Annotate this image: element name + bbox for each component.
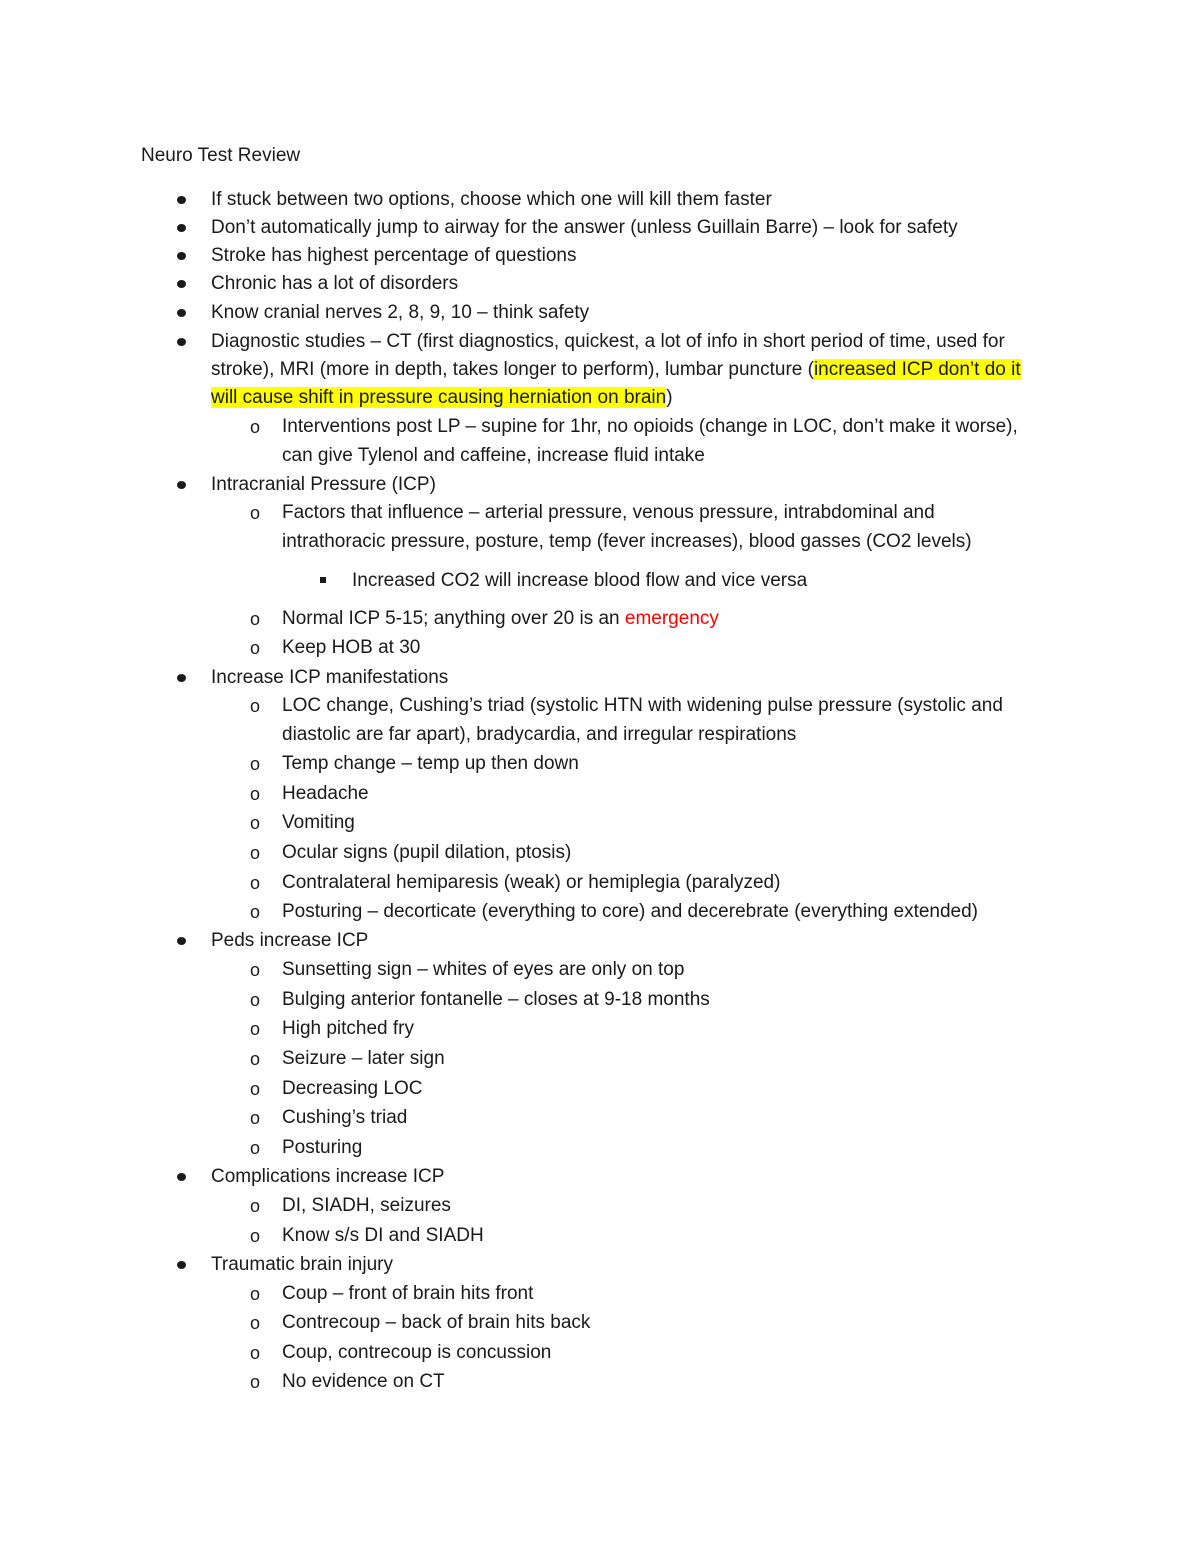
bullet-text: Complications increase ICP xyxy=(211,1166,445,1187)
sub-bullet-text: Interventions post LP – supine for 1hr, no opioids (change in LOC, don’t make it worse), xyxy=(282,416,1018,437)
bullet-dot xyxy=(177,1173,186,1181)
sub-bullet-text: Cushing’s triad xyxy=(282,1107,408,1128)
bullet-dot xyxy=(177,481,186,489)
sub-bullet-text: High pitched fry xyxy=(282,1018,415,1039)
sub-bullet-text: Sunsetting sign – whites of eyes are only on top xyxy=(282,959,685,980)
sub-bullet-circle: o xyxy=(250,902,261,922)
bullet-text: Stroke has highest percentage of questions xyxy=(211,245,577,266)
sub-bullet-text: Vomiting xyxy=(282,812,355,833)
document-title: Neuro Test Review xyxy=(141,145,301,166)
sub-bullet-circle: o xyxy=(250,843,261,863)
sub-bullet-circle: o xyxy=(250,1196,261,1216)
bullet-text: If stuck between two options, choose which one will kill them faster xyxy=(211,189,772,210)
sub-bullet-text: Keep HOB at 30 xyxy=(282,637,421,658)
bullet-text: Diagnostic studies – CT (first diagnostics, quickest, a lot of info in short period of time, used for xyxy=(211,331,1005,352)
sub-bullet-circle: o xyxy=(250,813,261,833)
bullet-text: Know cranial nerves 2, 8, 9, 10 – think safety xyxy=(211,302,590,323)
sub-bullet-circle: o xyxy=(250,696,261,716)
bullet-text-continued xyxy=(211,356,1021,384)
bullet-dot xyxy=(177,937,186,945)
sub-bullet-text-continued: intrathoracic pressure, posture, temp (fever increases), blood gasses (CO2 levels) xyxy=(282,531,972,552)
sub-bullet-text: Bulging anterior fontanelle – closes at 9-18 months xyxy=(282,989,710,1010)
sub-bullet-text: Coup, contrecoup is concussion xyxy=(282,1342,552,1363)
sub-bullet-circle: o xyxy=(250,503,261,523)
sub-bullet-text: Decreasing LOC xyxy=(282,1078,423,1099)
sub-bullet-circle: o xyxy=(250,1049,261,1069)
text-run: ) xyxy=(666,387,673,408)
bullet-text: Don’t automatically jump to airway for the answer (unless Guillain Barre) – look for safety xyxy=(211,217,958,238)
bullet-dot xyxy=(177,309,186,317)
sub-bullet-text: Know s/s DI and SIADH xyxy=(282,1225,484,1246)
bullet-text-continued xyxy=(211,384,673,412)
sub-bullet-circle: o xyxy=(250,1372,261,1392)
bullet-dot xyxy=(177,252,186,260)
sub-sub-bullet-square xyxy=(320,577,326,583)
sub-bullet-text: No evidence on CT xyxy=(282,1371,445,1392)
sub-bullet-circle: o xyxy=(250,754,261,774)
sub-bullet-text xyxy=(282,605,719,633)
bullet-dot xyxy=(177,280,186,288)
sub-bullet-text-continued: diastolic are far apart), bradycardia, and irregular respirations xyxy=(282,724,797,745)
bullet-text: Intracranial Pressure (ICP) xyxy=(211,474,436,495)
bullet-dot xyxy=(177,196,186,204)
bullet-text: Traumatic brain injury xyxy=(211,1254,393,1275)
sub-bullet-text: Contralateral hemiparesis (weak) or hemiplegia (paralyzed) xyxy=(282,872,781,893)
sub-bullet-text: LOC change, Cushing’s triad (systolic HTN with widening pulse pressure (systolic and xyxy=(282,695,1003,716)
highlighted-text: increased ICP don’t do it xyxy=(813,359,1021,380)
sub-bullet-circle: o xyxy=(250,990,261,1010)
sub-bullet-circle: o xyxy=(250,1138,261,1158)
sub-bullet-text: Posturing – decorticate (everything to core) and decerebrate (everything extended) xyxy=(282,901,979,922)
bullet-dot xyxy=(177,224,186,232)
sub-bullet-circle: o xyxy=(250,1108,261,1128)
highlighted-text: will cause shift in pressure causing herniation on brain xyxy=(211,387,667,408)
sub-bullet-circle: o xyxy=(250,1313,261,1333)
bullet-dot xyxy=(177,338,186,346)
sub-bullet-circle: o xyxy=(250,417,261,437)
bullet-text: Increase ICP manifestations xyxy=(211,667,449,688)
sub-bullet-text: Factors that influence – arterial pressure, venous pressure, intrabdominal and xyxy=(282,502,935,523)
sub-sub-bullet-text: Increased CO2 will increase blood flow and vice versa xyxy=(352,570,808,591)
sub-bullet-circle: o xyxy=(250,960,261,980)
sub-bullet-text: Coup – front of brain hits front xyxy=(282,1283,534,1304)
bullet-dot xyxy=(177,1261,186,1269)
sub-bullet-text: Headache xyxy=(282,783,369,804)
sub-bullet-circle: o xyxy=(250,638,261,658)
sub-bullet-text: Ocular signs (pupil dilation, ptosis) xyxy=(282,842,572,863)
sub-bullet-circle: o xyxy=(250,1079,261,1099)
bullet-text: Peds increase ICP xyxy=(211,930,369,951)
sub-bullet-circle: o xyxy=(250,1019,261,1039)
sub-bullet-circle: o xyxy=(250,1284,261,1304)
sub-bullet-text: Contrecoup – back of brain hits back xyxy=(282,1312,591,1333)
sub-bullet-circle: o xyxy=(250,784,261,804)
sub-bullet-text: DI, SIADH, seizures xyxy=(282,1195,451,1216)
sub-bullet-text: Seizure – later sign xyxy=(282,1048,445,1069)
sub-bullet-circle: o xyxy=(250,1226,261,1246)
sub-bullet-text: Temp change – temp up then down xyxy=(282,753,579,774)
sub-bullet-circle: o xyxy=(250,873,261,893)
text-run: Normal ICP 5-15; anything over 20 is an xyxy=(282,608,625,629)
bullet-text: Chronic has a lot of disorders xyxy=(211,273,459,294)
sub-bullet-text-continued: can give Tylenol and caffeine, increase fluid intake xyxy=(282,445,705,466)
text-run: stroke), MRI (more in depth, takes longer to perform), lumbar puncture ( xyxy=(211,359,814,380)
sub-bullet-circle: o xyxy=(250,1343,261,1363)
sub-bullet-text: Posturing xyxy=(282,1137,363,1158)
bullet-dot xyxy=(177,674,186,682)
sub-bullet-circle: o xyxy=(250,609,261,629)
emphasis-text: emergency xyxy=(624,608,719,629)
